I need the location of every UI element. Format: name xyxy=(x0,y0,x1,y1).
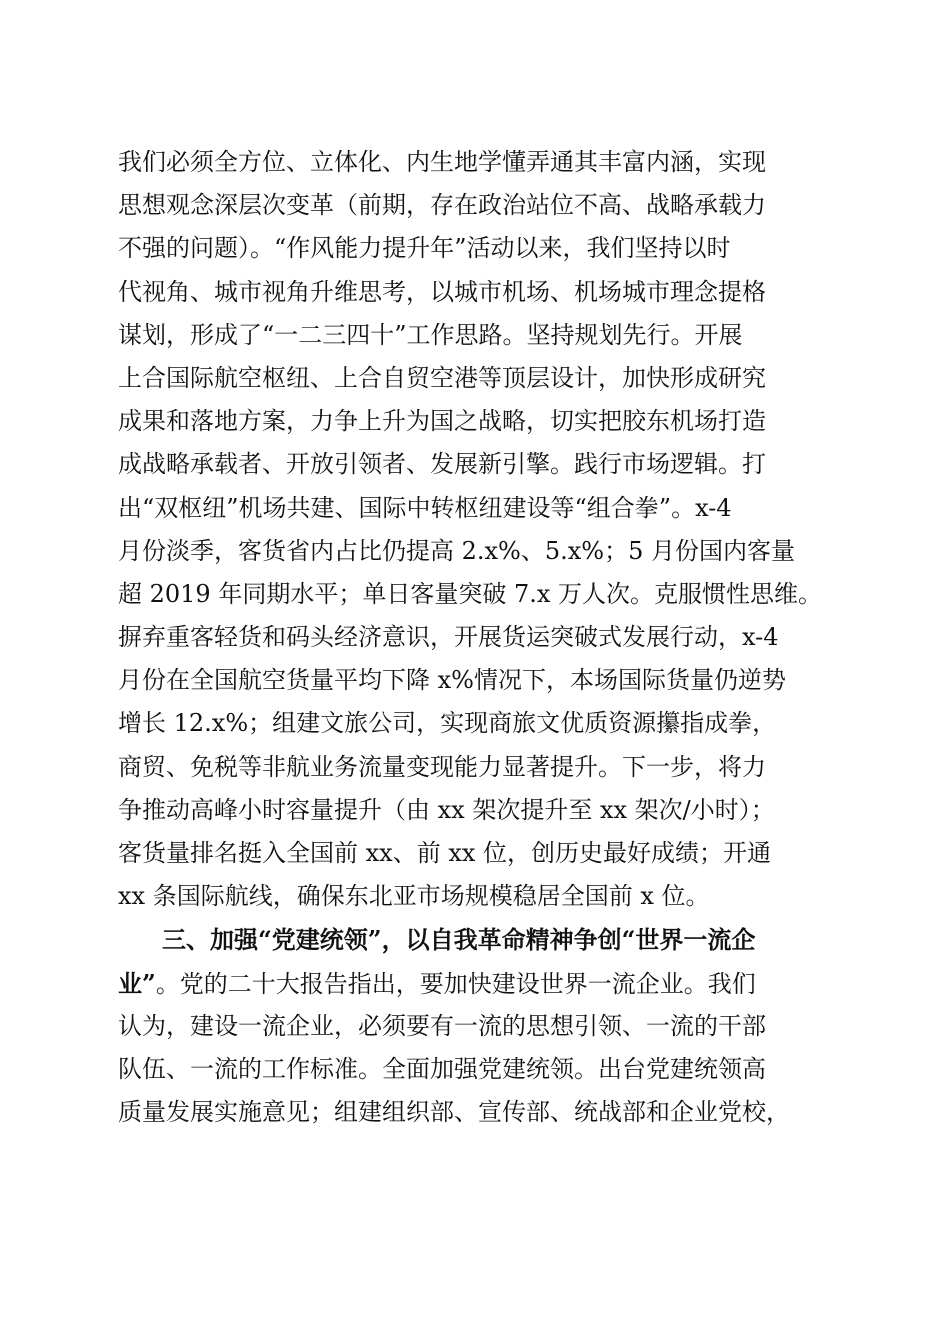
text-line: 客货量排名挺入全国前 xx、前 xx 位，创历史最好成绩；开通 xyxy=(118,839,772,867)
section-heading: 三、加强“党建统领”，以自我革命精神争创“世界一流企 xyxy=(162,925,756,955)
text-line: 商贸、免税等非航业务流量变现能力显著提升。下一步，将力 xyxy=(118,752,766,781)
text-line: 队伍、一流的工作标准。全面加强党建统领。出台党建统领高 xyxy=(118,1054,766,1083)
text-line: 思想观念深层次变革（前期，存在政治站位不高、战略承载力 xyxy=(118,191,766,220)
text-line: 上合国际航空枢纽、上合自贸空港等顶层设计，加快形成研究 xyxy=(118,363,766,392)
text-line: 成果和落地方案，力争上升为国之战略，切实把胶东机场打造 xyxy=(118,407,766,436)
text-line: 不强的问题）。“作风能力提升年”活动以来，我们坚持以时 xyxy=(118,234,731,263)
section-heading-continuation xyxy=(118,962,838,1005)
text-line: 争推动高峰小时容量提升（由 xx 架次提升至 xx 架次/小时）； xyxy=(118,795,775,824)
text-line: 成战略承载者、开放引领者、发展新引擎。践行市场逻辑。打 xyxy=(118,450,766,479)
body-text xyxy=(118,141,838,1134)
text-line: 谋划，形成了“一二三四十”工作思路。坚持规划先行。开展 xyxy=(118,320,743,349)
text-line: 月份淡季，客货省内占比仍提高 2.x%、5.x%；5 月份国内客量 xyxy=(118,536,796,565)
text-line: 认为，建设一流企业，必须要有一流的思想引领、一流的干部 xyxy=(118,1011,766,1040)
section-intro-text: 。党的二十大报告指出，要加快建设世界一流企业。我们 xyxy=(155,969,756,998)
text-line: 质量发展实施意见；组建组织部、宣传部、统战部和企业党校， xyxy=(118,1098,790,1127)
text-line: 月份在全国航空货量平均下降 x%情况下，本场国际货量仍逆势 xyxy=(118,666,786,695)
text-line: 出“双枢纽”机场共建、国际中转枢纽建设等“组合拳”。x-4 xyxy=(118,493,732,522)
text-line: 代视角、城市视角升维思考，以城市机场、机场城市理念提格 xyxy=(118,277,766,306)
text-line: 我们必须全方位、立体化、内生地学懂弄通其丰富内涵，实现 xyxy=(118,148,766,176)
text-line: 摒弃重客轻货和码头经济意识，开展货运突破式发展行动，x-4 xyxy=(118,623,779,652)
text-line: 超 2019 年同期水平；单日客量突破 7.x 万人次。克服惯性思维。 xyxy=(118,579,823,608)
text-line: 增长 12.x%；组建文旅公司，实现商旅文优质资源攥指成拳， xyxy=(118,709,777,738)
text-line: xx 条国际航线，确保东北亚市场规模稳居全国前 x 位。 xyxy=(118,882,710,911)
section-heading-end: 业” xyxy=(118,968,156,998)
